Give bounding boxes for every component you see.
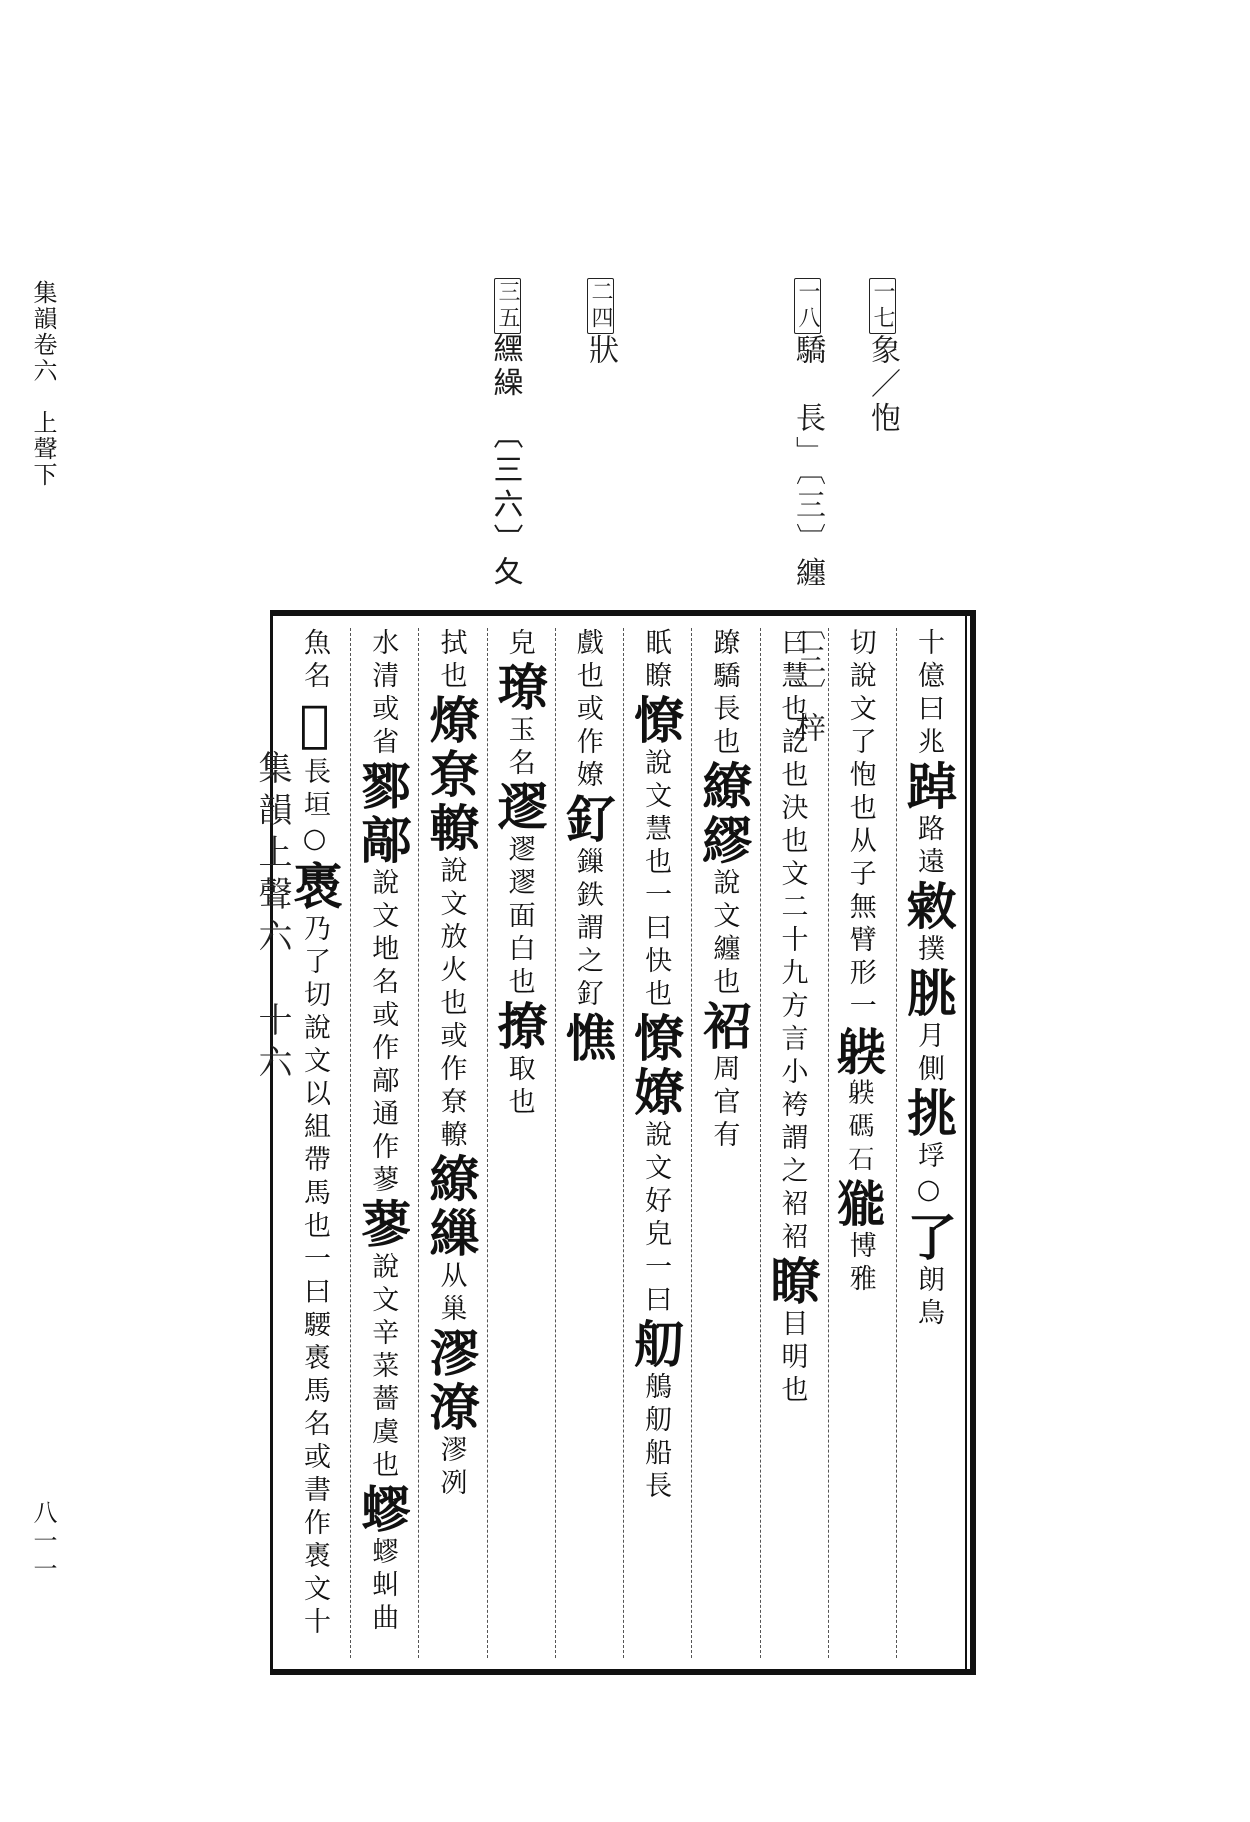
gloss: 䢧䢧面白也 <box>503 835 535 1000</box>
gloss: 蟉虯曲 <box>367 1537 399 1636</box>
text-column <box>282 628 346 1658</box>
headword: 𨉊 <box>830 1024 890 1078</box>
note-number: 一七 <box>870 280 895 332</box>
gloss: 博雅 <box>844 1231 876 1297</box>
note-text: 驕 長」〔三〕纏 〔三〕梓 <box>790 334 825 746</box>
gloss: 玉名 <box>503 715 535 781</box>
headword: 燎尞轑 <box>421 694 481 856</box>
text-column <box>691 628 755 1658</box>
collation-note <box>490 278 525 591</box>
gloss: 取也 <box>503 1054 535 1120</box>
headword: 憔 <box>557 1012 617 1066</box>
gloss: 漻冽 <box>435 1435 467 1501</box>
gloss: 路遠 <box>912 814 944 880</box>
gloss: 皃 <box>503 628 535 661</box>
headword: 踔 <box>898 760 958 814</box>
headword: 𤠗 <box>830 1177 890 1231</box>
text-column <box>623 628 687 1658</box>
headword: 蟉 <box>353 1483 413 1537</box>
collation-note <box>860 278 904 436</box>
note-text: 象／怉 <box>865 334 900 436</box>
headword: 敹 <box>898 880 958 934</box>
headword: 釕 <box>557 793 617 847</box>
gloss: 鏁鉄謂之釕 <box>571 847 603 1012</box>
text-columns <box>282 628 960 1658</box>
headword: 憭嫽 <box>626 1012 686 1120</box>
note-text: 𦄿繰 〔三六〕夂 <box>490 334 525 591</box>
headword: 䢧 <box>489 781 549 835</box>
gloss: 垺○ <box>912 1141 944 1211</box>
gloss: 十億曰兆 <box>912 628 944 760</box>
gloss: 拭也 <box>435 628 467 694</box>
gloss: 說文好皃一曰 <box>640 1120 672 1318</box>
headword: 漻潦 <box>421 1327 481 1435</box>
gloss: 从巢 <box>435 1261 467 1327</box>
text-column <box>350 628 414 1658</box>
page-number: 八一一 <box>29 1500 57 1584</box>
gloss: 說文放火也或作尞轑 <box>435 856 467 1153</box>
gloss: 乃了切說文以組帶馬也一曰騕褭馬名或書作褭文十 <box>299 914 330 1640</box>
headword: 鄝鄗 <box>353 760 413 868</box>
headword: 撩 <box>489 1000 549 1054</box>
gloss: 曰慧也訖也決也文二十九 <box>776 628 808 991</box>
gloss: 說文辛菜薔虞也 <box>367 1252 399 1483</box>
text-column <box>418 628 482 1658</box>
text-column <box>555 628 619 1658</box>
headword: 繚繅 <box>421 1153 481 1261</box>
gloss: 目明也 <box>776 1309 808 1408</box>
headword: 舠 <box>626 1318 686 1372</box>
headword: 褭 <box>285 860 344 914</box>
headword: 𩷂 <box>285 694 344 757</box>
headword: 璙 <box>489 661 549 715</box>
gloss: 說文纏也 <box>708 868 740 1000</box>
headword: 瞭 <box>762 1255 822 1309</box>
gloss: 說文慧也一曰快也 <box>640 748 672 1012</box>
text-column <box>828 628 892 1658</box>
gloss: 長垣○ <box>299 757 330 860</box>
gloss: 月側 <box>912 1021 944 1087</box>
headword: 袑 <box>694 1000 754 1054</box>
headword: 挑 <box>898 1087 958 1141</box>
gloss: 撲 <box>912 934 944 967</box>
headword: 憭 <box>626 694 686 748</box>
gloss: 切說文了怉也从子無臂形一 <box>844 628 876 1024</box>
gutter-label: 集韻上聲六 十六 <box>252 750 292 1086</box>
text-column <box>760 628 824 1658</box>
text-column <box>896 628 960 1658</box>
gloss: 方言小袴 <box>776 991 808 1123</box>
frame-rule <box>965 610 967 1675</box>
running-head: 集韻卷六 上聲下 <box>29 280 57 488</box>
note-number: 二四 <box>588 280 613 332</box>
note-number: 三五 <box>495 280 520 332</box>
text-column <box>487 628 551 1658</box>
gloss: 蹽驕長也 <box>708 628 740 760</box>
gloss: 魚名 <box>299 628 330 694</box>
headword: 蓼 <box>353 1198 413 1252</box>
collation-note <box>578 278 622 368</box>
gloss: 說文地名或作鄗通作蓼 <box>367 868 399 1198</box>
note-number: 一八 <box>795 280 820 332</box>
headword: 了 <box>898 1211 958 1265</box>
headword: 繚繆 <box>694 760 754 868</box>
gloss: 𨉊碼石 <box>844 1078 876 1177</box>
gloss: 朗鳥 <box>912 1265 944 1331</box>
headword: 朓 <box>898 967 958 1021</box>
gloss: 鵃舠船長 <box>640 1372 672 1504</box>
gloss: 眂瞭 <box>640 628 672 694</box>
note-text: 狀 <box>583 334 618 368</box>
gloss: 戲也或作嫽 <box>571 628 603 793</box>
gloss: 謂之袑袑 <box>776 1123 808 1255</box>
gloss: 水清或省 <box>367 628 399 760</box>
gloss: 周官有 <box>708 1054 740 1153</box>
